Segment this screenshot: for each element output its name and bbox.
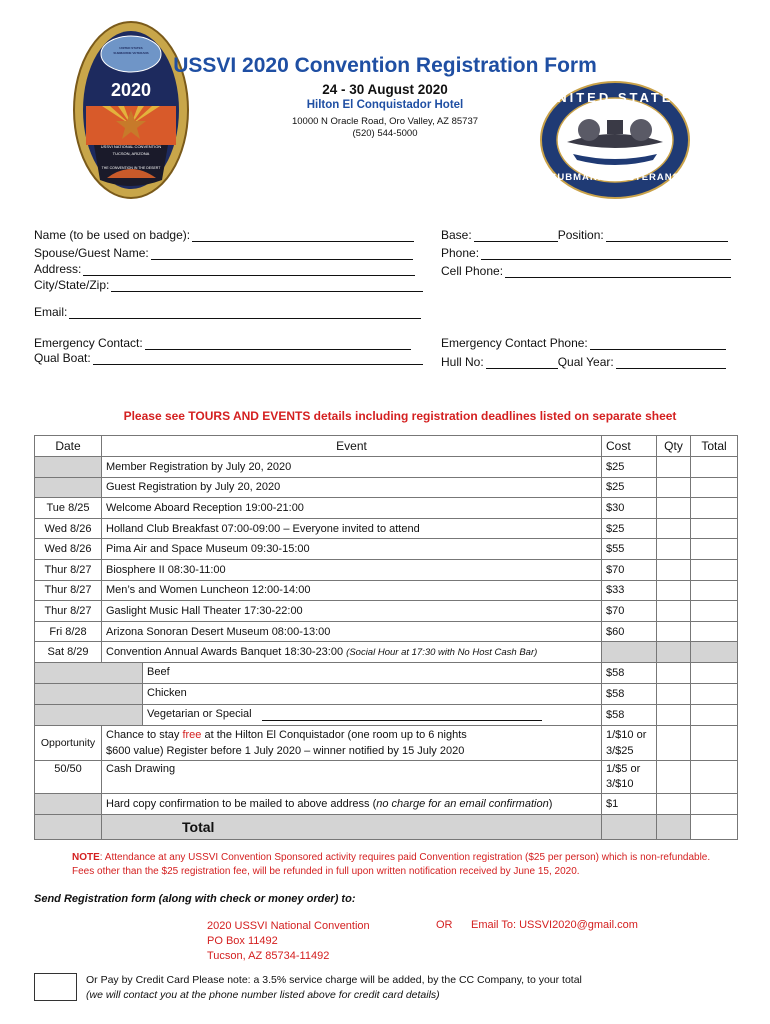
qty-input[interactable]	[657, 518, 691, 539]
qty-input[interactable]	[657, 793, 691, 814]
hardcopy-b: )	[548, 797, 553, 810]
table-row	[35, 601, 738, 622]
row-date: Thur 8/27	[35, 580, 102, 601]
table-row	[35, 518, 738, 539]
row-cost	[602, 642, 657, 663]
row-cost: $25	[602, 518, 657, 539]
name-field[interactable]	[34, 228, 414, 242]
fifty-cost2: 3/$10	[606, 777, 634, 790]
qual-boat-field[interactable]	[34, 351, 423, 365]
total-label: Total	[102, 814, 602, 839]
logo-ring-text: UNITED STATES SUBMARINE VETERANS	[113, 46, 149, 55]
emergency-label: Emergency Contact:	[34, 336, 143, 350]
logo-top-text: UNITED STATES	[544, 90, 686, 105]
hotel-name: Hilton El Conquistador Hotel	[306, 99, 464, 111]
city-label: City/State/Zip:	[34, 278, 110, 292]
address-field[interactable]	[34, 262, 415, 276]
table-row	[35, 642, 738, 663]
qty-input[interactable]	[657, 621, 691, 642]
mail-address	[207, 919, 370, 964]
special-meal-input[interactable]	[262, 708, 542, 721]
credit-card-checkbox[interactable]	[34, 973, 77, 1001]
hardcopy-a: Hard copy confirmation to be mailed to above address (	[106, 797, 377, 810]
header-cost: Cost	[602, 436, 657, 457]
row-cost: $33	[602, 580, 657, 601]
total-input[interactable]	[691, 621, 738, 642]
meal-beef: Beef	[147, 665, 170, 678]
fifty-cost1: 1/$5 or	[606, 762, 641, 775]
row-date: Fri 8/28	[35, 621, 102, 642]
email-field[interactable]	[34, 305, 421, 319]
qty-input[interactable]	[657, 580, 691, 601]
header-event: Event	[102, 436, 602, 457]
total-input[interactable]	[691, 559, 738, 580]
row-cost	[602, 725, 657, 760]
row-event: Guest Registration by July 20, 2020	[102, 477, 602, 498]
table-row	[35, 704, 738, 725]
spouse-field[interactable]	[34, 246, 413, 260]
table-row	[35, 559, 738, 580]
opportunity-cost2: 3/$25	[606, 744, 634, 757]
qty-input[interactable]	[657, 498, 691, 519]
total-input[interactable]	[691, 457, 738, 478]
credit-line1: Or Pay by Credit Card Please note: a 3.5% service charge will be added, by the CC Company, to your total	[86, 974, 582, 986]
total-input[interactable]	[691, 662, 738, 683]
total-input[interactable]	[691, 580, 738, 601]
row-event: Welcome Aboard Reception 19:00-21:00	[102, 498, 602, 519]
header-date: Date	[35, 436, 102, 457]
row-cost: $58	[602, 662, 657, 683]
row-date: Thur 8/27	[35, 559, 102, 580]
total-row	[35, 814, 738, 839]
row-cost	[602, 760, 657, 793]
qual-year-label: Qual Year:	[557, 355, 614, 369]
qty-input[interactable]	[657, 725, 691, 760]
total-input[interactable]	[691, 760, 738, 793]
row-date: Wed 8/26	[35, 539, 102, 560]
address-label: Address:	[34, 262, 82, 276]
banquet-event: Convention Annual Awards Banquet 18:30-23:00	[106, 646, 344, 659]
banquet-note: (Social Hour at 17:30 with No Host Cash Bar)	[346, 647, 538, 659]
row-date	[35, 457, 102, 478]
hardcopy-italic: no charge for an email confirmation	[376, 797, 549, 810]
row-date	[35, 793, 102, 814]
row-cost: $58	[602, 683, 657, 704]
credit-card-text	[86, 973, 582, 1003]
header-qty: Qty	[657, 436, 691, 457]
total-input[interactable]	[691, 518, 738, 539]
total-input[interactable]	[691, 683, 738, 704]
row-date	[35, 477, 102, 498]
row-cost: $60	[602, 621, 657, 642]
row-cost: $70	[602, 559, 657, 580]
table-row	[35, 498, 738, 519]
meal-cell	[35, 662, 602, 683]
logo-year: 2020	[110, 80, 152, 100]
row-cost: $30	[602, 498, 657, 519]
note-line1: : Attendance at any USSVI Convention Sponsored activity requires paid Convention registration ($25 per person) which is non-refundable.	[99, 852, 711, 863]
total-input[interactable]	[691, 793, 738, 814]
row-date: Wed 8/26	[35, 518, 102, 539]
credit-line2: (we will contact you at the phone number listed above for credit card details)	[86, 989, 440, 1001]
base-label: Base:	[441, 228, 472, 242]
table-row	[35, 621, 738, 642]
addr-line2: PO Box 11492	[207, 935, 278, 947]
row-qty	[657, 642, 691, 663]
qual-boat-label: Qual Boat:	[34, 351, 91, 365]
row-event: Men’s and Women Luncheon 12:00-14:00	[102, 580, 602, 601]
row-date: Opportunity	[35, 725, 102, 760]
total-input[interactable]	[691, 498, 738, 519]
qty-input[interactable]	[657, 477, 691, 498]
base-position-field[interactable]	[441, 228, 728, 242]
phone-label: Phone:	[441, 246, 480, 260]
tours-notice: Please see TOURS AND EVENTS details including registration deadlines listed on separate sheet	[123, 409, 677, 423]
row-date: Thur 8/27	[35, 601, 102, 622]
table-row	[35, 662, 738, 683]
row-cost: $25	[602, 457, 657, 478]
emergency-contact-field[interactable]	[34, 336, 411, 350]
row-date: 50/50	[35, 760, 102, 793]
phone-field[interactable]	[441, 246, 731, 260]
table-row	[35, 725, 738, 760]
qty-input[interactable]	[657, 601, 691, 622]
qty-input[interactable]	[657, 760, 691, 793]
qty-input[interactable]	[657, 704, 691, 725]
cell-phone-field[interactable]	[441, 264, 731, 278]
email-link[interactable]: Email To: USSVI2020@gmail.com	[471, 919, 638, 931]
table-row	[35, 683, 738, 704]
qty-input[interactable]	[657, 662, 691, 683]
table-row	[35, 580, 738, 601]
city-field[interactable]	[34, 278, 423, 292]
form-title: USSVI 2020 Convention Registration Form	[173, 54, 597, 77]
table-row	[35, 793, 738, 814]
row-event: Cash Drawing	[102, 760, 602, 793]
row-event	[102, 642, 602, 663]
logo-line3: THE CONVENTION IN THE DESERT	[101, 166, 161, 170]
grand-total-input[interactable]	[691, 814, 738, 839]
row-event	[102, 793, 602, 814]
table-row	[35, 539, 738, 560]
opportunity-line1a: Chance to stay	[106, 728, 183, 741]
note-label: NOTE	[72, 852, 100, 863]
opportunity-line2: $600 value) Register before 1 July 2020 – winner notified by 15 July 2020	[106, 744, 465, 757]
convention-dates: 24 - 30 August 2020	[322, 82, 448, 97]
table-row	[35, 457, 738, 478]
header-total: Total	[691, 436, 738, 457]
total-input[interactable]	[691, 725, 738, 760]
row-event: Pima Air and Space Museum 09:30-15:00	[102, 539, 602, 560]
hull-label: Hull No:	[441, 355, 484, 369]
opportunity-cost1: 1/$10 or	[606, 728, 647, 741]
hotel-phone: (520) 544-5000	[352, 128, 418, 139]
emergency-phone-field[interactable]	[441, 336, 726, 350]
row-total	[691, 642, 738, 663]
send-heading: Send Registration form (along with check or money order) to:	[34, 893, 356, 905]
meal-vegetarian: Vegetarian or Special	[147, 707, 252, 720]
or-label: OR	[436, 919, 453, 931]
row-cost: $55	[602, 539, 657, 560]
row-event: Member Registration by July 20, 2020	[102, 457, 602, 478]
row-cost: $70	[602, 601, 657, 622]
opportunity-line1b: at the Hilton El Conquistador (one room up to 6 nights	[201, 728, 467, 741]
opportunity-free: free	[182, 728, 202, 741]
row-cost: $25	[602, 477, 657, 498]
table-row	[35, 760, 738, 793]
email-label: Email:	[34, 305, 68, 319]
note-line2: Fees other than the $25 registration fee, will be refunded in full upon written notification received by June 15, 2020.	[72, 866, 580, 877]
row-event: Biosphere II 08:30-11:00	[102, 559, 602, 580]
qty-input[interactable]	[657, 559, 691, 580]
row-event: Gaslight Music Hall Theater 17:30-22:00	[102, 601, 602, 622]
submarine-veterans-logo	[539, 80, 691, 200]
events-table	[34, 435, 738, 840]
emergency-phone-label: Emergency Contact Phone:	[441, 336, 588, 350]
row-cost: $1	[602, 793, 657, 814]
row-event: Holland Club Breakfast 07:00-09:00 – Everyone invited to attend	[102, 518, 602, 539]
total-input[interactable]	[691, 601, 738, 622]
meal-chicken: Chicken	[147, 686, 187, 699]
meal-cell	[35, 704, 602, 725]
qty-input[interactable]	[657, 457, 691, 478]
addr-line3: Tucson, AZ 85734-11492	[207, 950, 330, 962]
meal-cell	[35, 683, 602, 704]
cell-label: Cell Phone:	[441, 264, 504, 278]
hotel-address: 10000 N Oracle Road, Oro Valley, AZ 85737	[291, 116, 479, 127]
row-event	[102, 725, 602, 760]
logo-line2: TUCSON, ARIZONA	[112, 151, 150, 156]
table-header-row	[35, 436, 738, 457]
row-event: Arizona Sonoran Desert Museum 08:00-13:00	[102, 621, 602, 642]
addr-line1: 2020 USSVI National Convention	[207, 920, 370, 932]
qty-input[interactable]	[657, 683, 691, 704]
total-input[interactable]	[691, 704, 738, 725]
position-label: Position:	[557, 228, 604, 242]
hull-year-field[interactable]	[441, 355, 726, 369]
table-row	[35, 477, 738, 498]
total-input[interactable]	[691, 539, 738, 560]
logo-bottom-text: SUBMARINE VETERANS	[550, 172, 680, 183]
row-date: Sat 8/29	[35, 642, 102, 663]
name-label: Name (to be used on badge):	[34, 228, 191, 242]
row-date: Tue 8/25	[35, 498, 102, 519]
qty-input[interactable]	[657, 539, 691, 560]
footnote	[72, 851, 752, 879]
spouse-label: Spouse/Guest Name:	[34, 246, 149, 260]
total-input[interactable]	[691, 477, 738, 498]
row-cost: $58	[602, 704, 657, 725]
logo-line1: USSVI NATIONAL CONVENTION	[100, 144, 162, 149]
